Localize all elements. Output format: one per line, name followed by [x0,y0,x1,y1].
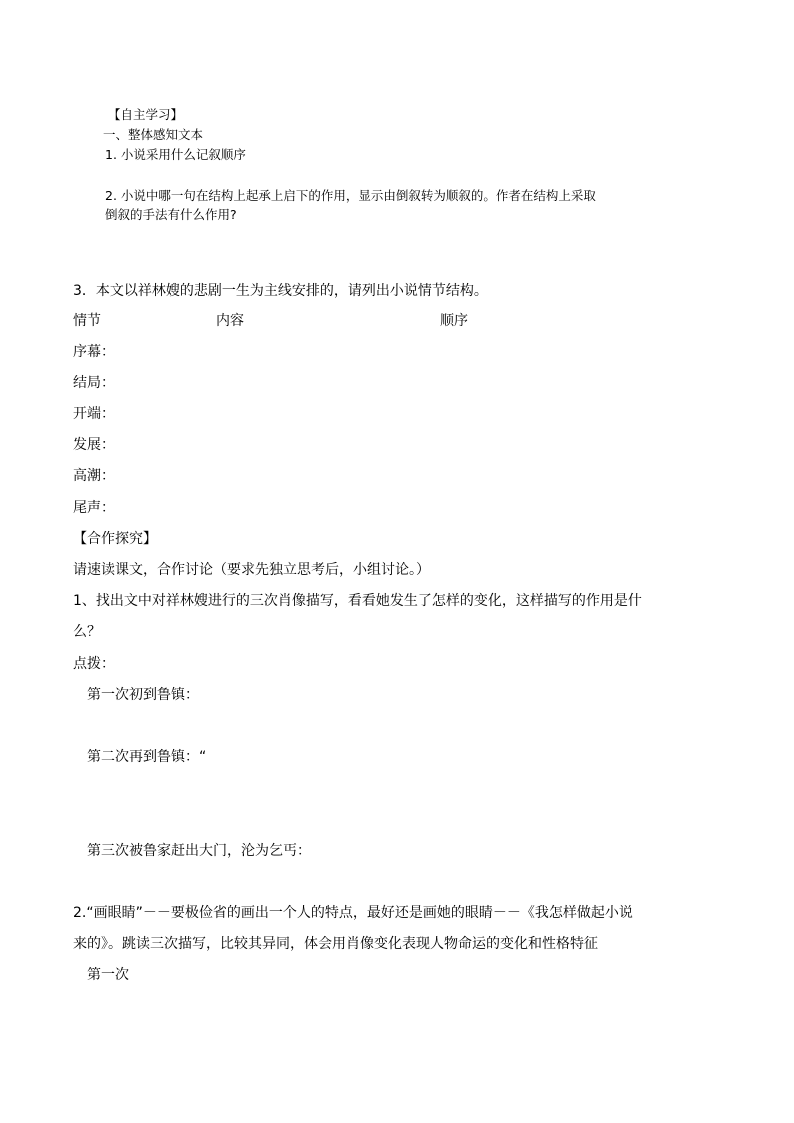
hint-label: 点拨： [73,656,115,672]
list-item: 序幕： [73,344,115,360]
header-plot: 情节 [73,313,101,329]
part1-title: 一、整体感知文本 [103,127,204,142]
coop-heading: 【合作探究】 [73,531,157,547]
header-order: 顺序 [440,313,468,329]
coop-intro: 请速读课文，合作讨论（要求先独立思考后，小组讨论。） [73,562,430,578]
question-3-text: 3．本文以祥林嫂的悲剧一生为主线安排的，请列出小说情节结构。 [73,283,488,299]
list-item: 发展： [73,437,115,453]
list-item: 开端： [73,406,115,422]
second-portrait: 第二次再到鲁镇：“ [87,749,207,765]
self-study-question-2-line1: 2. 小说中哪一句在结构上起承上启下的作用，显示由倒叙转为顺叙的。作者在结构上采取 [105,188,596,203]
list-item: 结局： [73,375,115,391]
first-portrait: 第一次初到鲁镇： [87,687,199,703]
self-study-question-2-line2: 倒叙的手法有什么作用? [105,207,237,222]
coop-question-2-line2: 来的》。跳读三次描写，比较其异同，体会用肖像变化表现人物命运的变化和性格特征 [73,936,598,952]
coop-question-1-line1: 1、找出文中对祥林嫂进行的三次肖像描写，看看她发生了怎样的变化，这样描写的作用是什 [73,593,642,609]
coop-question-2-line1: 2.“画眼睛”－－要极俭省的画出一个人的特点，最好还是画她的眼睛－－《我怎样做起小说 [73,905,633,921]
list-item: 尾声： [73,500,115,516]
coop-question-2-first: 第一次 [87,967,129,983]
self-study-heading: 【自主学习】 [108,107,184,122]
header-content: 内容 [216,313,244,329]
third-portrait: 第三次被鲁家赶出大门，沦为乞丐： [87,843,311,859]
list-item: 高潮： [73,468,115,484]
self-study-question-1: 1. 小说采用什么记叙顺序 [105,147,246,162]
coop-question-1-line2: 么？ [73,624,101,640]
